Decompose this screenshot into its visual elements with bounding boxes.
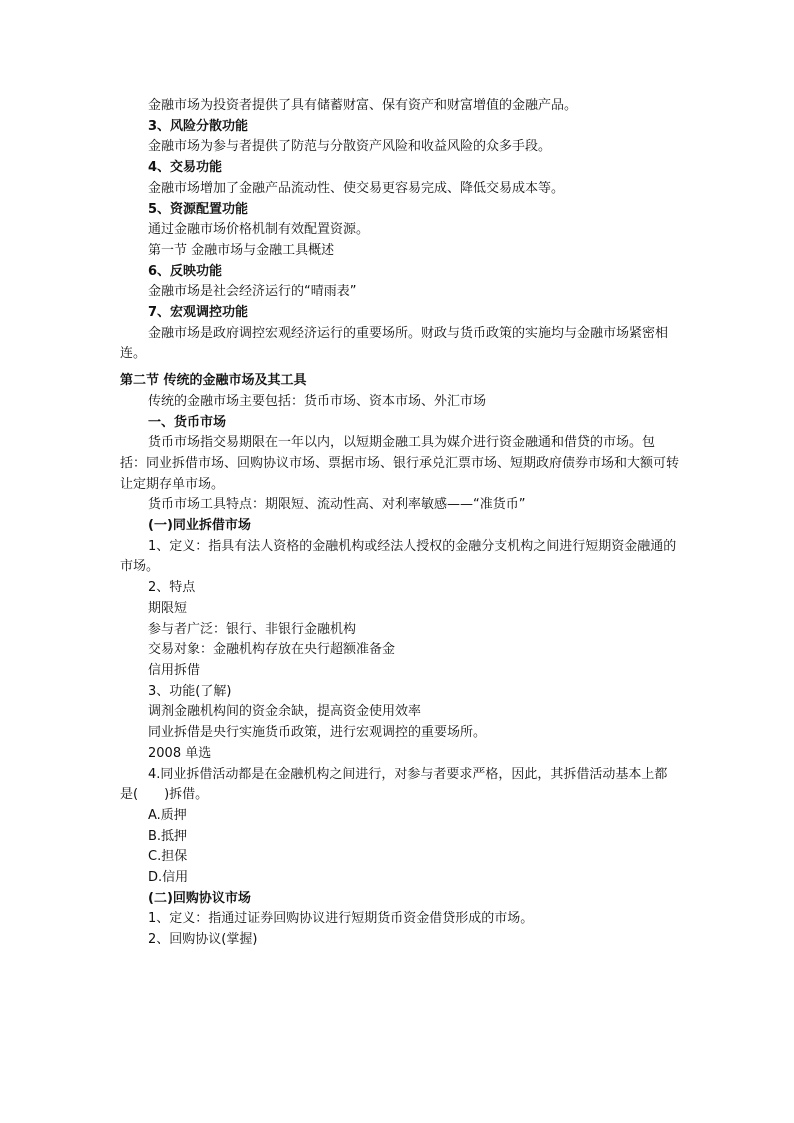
section-heading: 5、资源配置功能 [148,201,249,217]
paragraph: 金融市场为参与者提供了防范与分散资产风险和收益风险的众多手段。 [148,139,552,155]
paragraph: 信用拆借 [148,662,201,678]
paragraph: 第一节 金融市场与金融工具概述 [148,242,335,258]
chapter-heading: 第二节 传统的金融市场及其工具 [120,373,307,389]
paragraph: 金融市场为投资者提供了具有储蓄财富、保有资产和财富增值的金融产品。 [148,98,578,113]
question-text: 4.同业拆借活动都是在金融机构之间进行，对参与者要求严格，因此，其拆借活动基本上都是( )拆借。 [120,766,668,803]
answer-option: B.抵押 [148,828,188,844]
paragraph: 1、定义：指通过证券回购协议进行短期货币资金借贷形成的市场。 [148,911,534,927]
paragraph: 通过金融市场价格机制有效配置资源。 [148,222,370,238]
paragraph: 交易对象：金融机构存放在央行超额准备金 [148,642,396,658]
document-page [120,96,680,951]
section-heading: 6、反映功能 [148,263,223,279]
section-heading: 一、货币市场 [148,414,227,430]
paragraph: 1、定义：指具有法人资格的金融机构或经法人授权的金融分支机构之间进行短期资金融通的市场。 [120,538,677,575]
paragraph: 传统的金融市场主要包括：货币市场、资本市场、外汇市场 [148,393,487,409]
answer-option: D.信用 [148,870,189,886]
section-heading: (二)回购协议市场 [148,890,251,906]
paragraph: 金融市场增加了金融产品流动性、使交易更容易完成、降低交易成本等。 [148,180,565,196]
answer-option: A.质押 [148,807,187,823]
section-heading: 4、交易功能 [148,160,223,176]
answer-option: C.担保 [148,849,188,865]
paragraph: 金融市场是政府调控宏观经济运行的重要场所。财政与货币政策的实施均与金融市场紧密相连。 [120,325,669,362]
paragraph: 货币市场工具特点：期限短、流动性高、对利率敏感——“准货币” [148,497,526,513]
section-heading: (一)同业拆借市场 [148,518,251,534]
paragraph: 金融市场是社会经济运行的“晴雨表” [148,284,357,300]
paragraph: 2008 单选 [148,745,212,761]
paragraph: 2、特点 [148,580,196,596]
paragraph: 货币市场指交易期限在一年以内，以短期金融工具为媒介进行资金融通和借贷的市场。包括：同业拆借市场、回购协议市场、票据市场、银行承兑汇票市场、短期政府债券市场和大额可转让定期存单市场。 [120,435,680,492]
paragraph: 3、功能(了解) [148,683,232,699]
paragraph: 参与者广泛：银行、非银行金融机构 [148,621,357,637]
paragraph: 2、回购协议(掌握) [148,932,258,948]
paragraph: 调剂金融机构间的资金余缺，提高资金使用效率 [148,704,422,720]
paragraph: 期限短 [148,600,188,616]
paragraph: 同业拆借是央行实施货币政策，进行宏观调控的重要场所。 [148,725,487,741]
section-heading: 7、宏观调控功能 [148,305,249,321]
section-heading: 3、风险分散功能 [148,118,249,134]
